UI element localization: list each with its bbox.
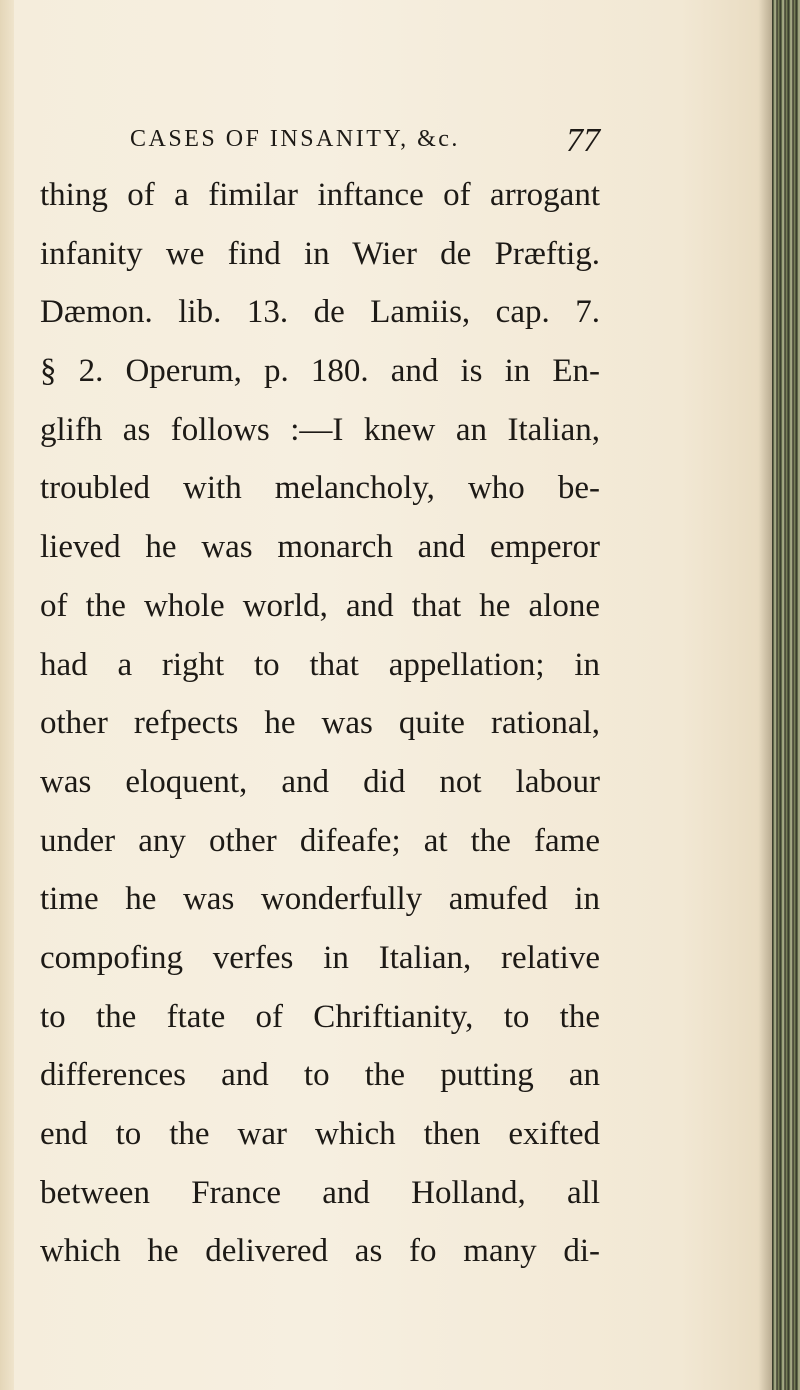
text-line: glifh as follows :—I knew an Italian, <box>40 411 600 448</box>
text-line: troubled with melancholy, who be- <box>40 470 600 507</box>
text-line: Dæmon. lib. 13. de Lamiis, cap. 7. <box>40 294 600 331</box>
text-line: thing of a fimilar inftance of arrogant <box>40 177 600 213</box>
body-text <box>40 170 600 1285</box>
running-head: CASES OF INSANITY, &c. <box>130 126 460 152</box>
text-line: § 2. Operum, p. 180. and is in En- <box>40 353 600 390</box>
text-line: differences and to the putting an <box>40 1057 600 1094</box>
text-line: lieved he was monarch and emperor <box>40 529 600 566</box>
page-edge <box>0 0 14 1390</box>
text-line: to the ftate of Chriftianity, to the <box>40 998 600 1035</box>
page-number: 77 <box>566 122 600 159</box>
text-line: compofing verfes in Italian, relative <box>40 939 600 976</box>
text-line: under any other difeafe; at the fame <box>40 822 600 859</box>
text-line: of the whole world, and that he alone <box>40 587 600 624</box>
text-line: was eloquent, and did not labour <box>40 763 600 800</box>
text-line: time he was wonderfully amufed in <box>40 881 600 918</box>
book-binding <box>772 0 800 1390</box>
text-line: had a right to that appellation; in <box>40 646 600 683</box>
text-line: which he delivered as fo many di- <box>40 1233 600 1270</box>
page-header <box>130 122 600 162</box>
text-line: other refpects he was quite rational, <box>40 705 600 742</box>
text-line: end to the war which then exifted <box>40 1116 600 1152</box>
text-line: between France and Holland, all <box>40 1174 600 1211</box>
gutter-shadow <box>758 0 772 1390</box>
text-line: infanity we find in Wier de Præftig. <box>40 235 600 272</box>
